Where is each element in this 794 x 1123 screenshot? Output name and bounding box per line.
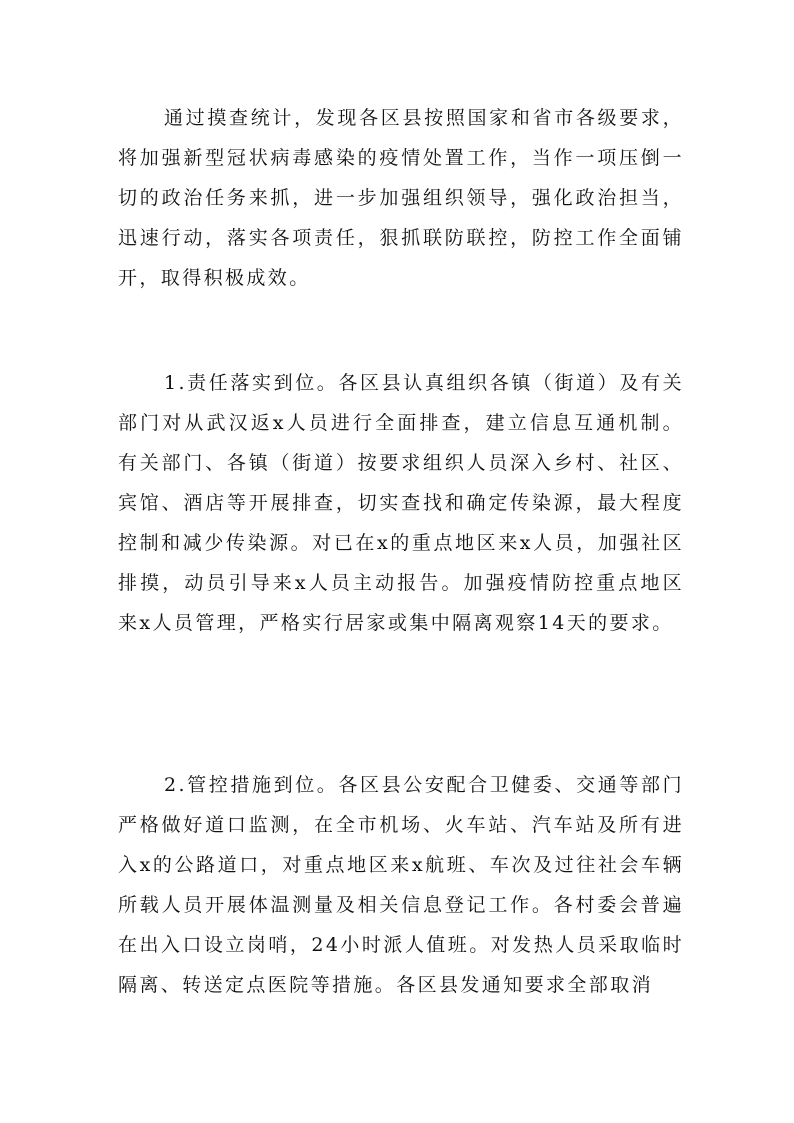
paragraph-responsibility: 1.责任落实到位。各区县认真组织各镇（街道）及有关部门对从武汉返x人员进行全面排查，建立信息互通机制。有关部门、各镇（街道）按要求组织人员深入乡村、社区、宾馆、酒店等开展排查，切实查找和确定传染源，最大程度控制和减少传染源。对已在x的重点地区来x人员，加强社区排摸，动员引导来x人员主动报告。加强疫情防控重点地区来x人员管理，严格实行居家或集中隔离观察14天的要求。 [118, 372, 684, 634]
paragraph-intro: 通过摸查统计，发现各区县按照国家和省市各级要求，将加强新型冠状病毒感染的疫情处置工作，当作一项压倒一切的政治任务来抓，进一步加强组织领导，强化政治担当，迅速行动，落实各项责任，狠抓联防联控，防控工作全面铺开，取得积极成效。 [118, 107, 684, 289]
paragraph-control-measures: 2.管控措施到位。各区县公安配合卫健委、交通等部门严格做好道口监测，在全市机场、火车站、汽车站及所有进入x的公路道口，对重点地区来x航班、车次及过往社会车辆所载人员开展体温测量及相关信息登记工作。各村委会普遍在出入口设立岗哨，24小时派人值班。对发热人员采取临时隔离、转送定点医院等措施。各区县发通知要求全部取消 [118, 774, 684, 996]
